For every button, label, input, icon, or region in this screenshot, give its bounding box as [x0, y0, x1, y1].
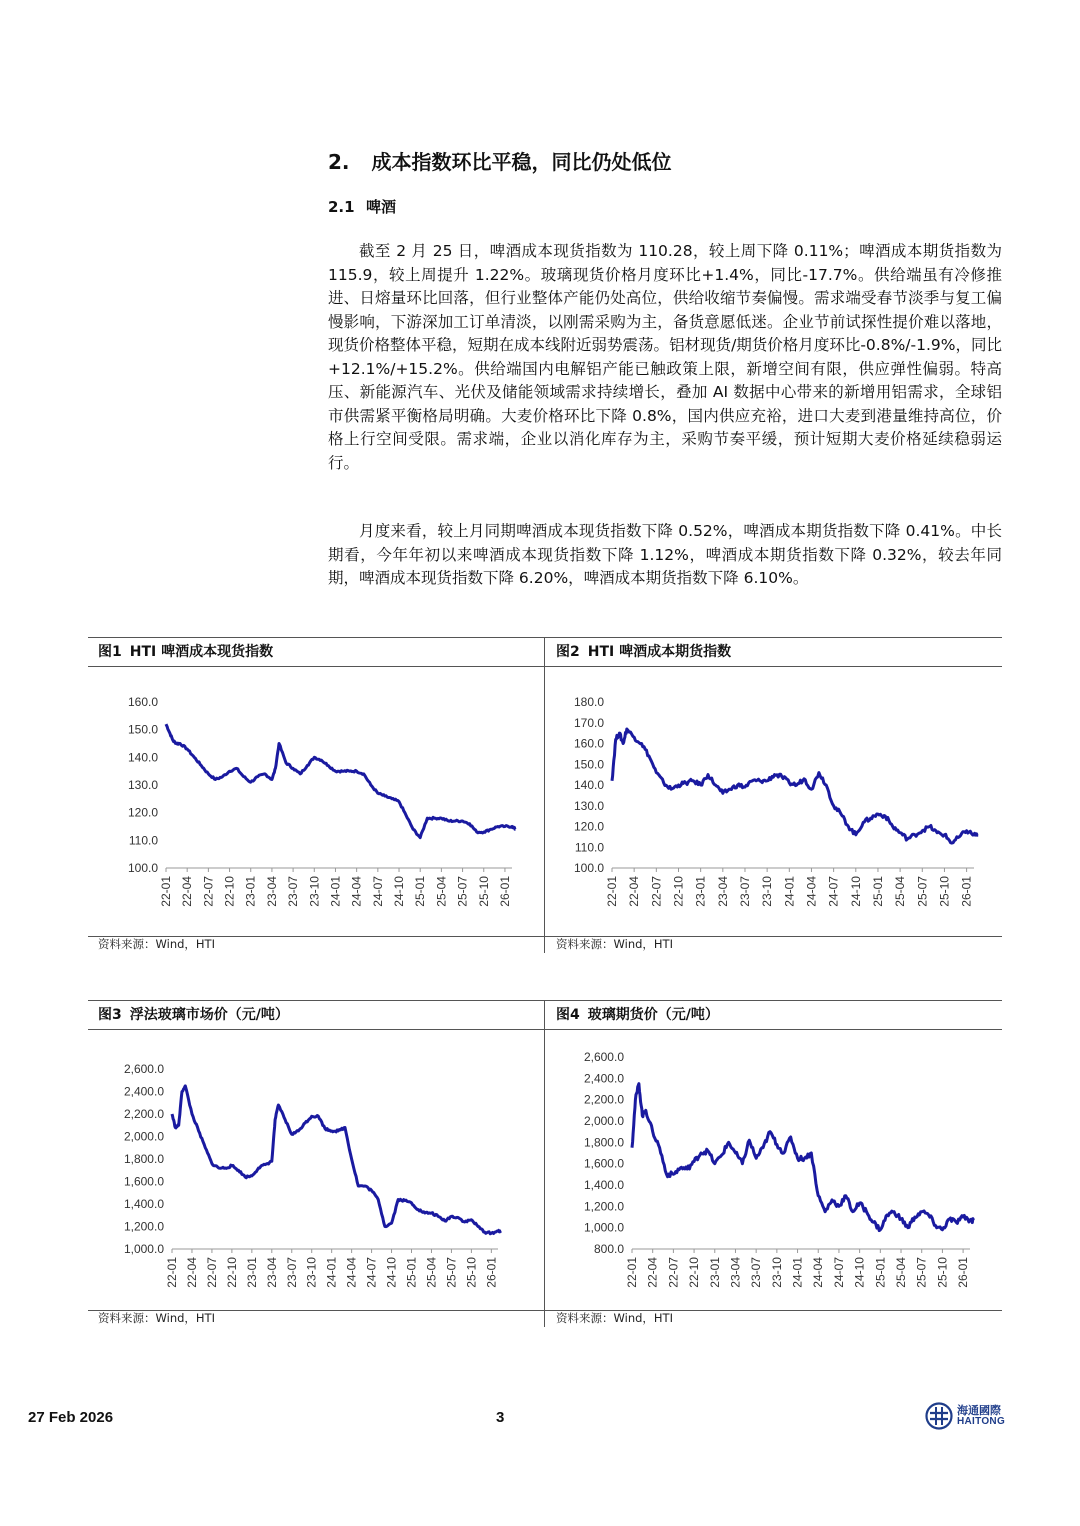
- x-tick-label: 22-07: [666, 1257, 681, 1288]
- x-tick-label: 24-04: [344, 1257, 359, 1288]
- figure-1-title: HTI 啤酒成本现货指数: [129, 644, 274, 660]
- x-tick-label: 23-10: [307, 876, 322, 907]
- y-tick-label: 2,200.0: [583, 1092, 624, 1107]
- section-number: 2.: [328, 150, 350, 174]
- figure-3-label: 图3: [98, 1007, 122, 1023]
- y-tick-label: 1,800.0: [123, 1152, 164, 1166]
- x-tick-label: 26-01: [956, 1257, 971, 1288]
- x-tick-label: 22-07: [649, 876, 664, 907]
- y-tick-label: 2,200.0: [123, 1107, 164, 1121]
- x-tick-label: 25-07: [455, 876, 470, 907]
- x-tick-label: 24-01: [782, 876, 797, 907]
- y-tick-label: 160.0: [127, 695, 158, 709]
- x-tick-label: 23-10: [760, 876, 775, 907]
- y-tick-label: 140.0: [573, 778, 604, 792]
- y-tick-label: 160.0: [573, 736, 604, 751]
- x-tick-label: 23-10: [769, 1257, 784, 1288]
- chart-beer-futures-index: [546, 668, 1002, 936]
- x-tick-label: 25-04: [894, 1257, 909, 1288]
- figure-4-title: 玻璃期货价（元/吨）: [587, 1007, 719, 1023]
- section-title: [328, 146, 672, 175]
- y-tick-label: 800.0: [593, 1242, 624, 1256]
- y-tick-label: 130.0: [127, 778, 158, 792]
- y-tick-label: 1,400.0: [583, 1178, 624, 1192]
- figure-4-source: 资料来源：Wind，HTI: [556, 1311, 673, 1325]
- x-tick-label: 24-01: [328, 876, 343, 907]
- x-tick-label: 23-01: [243, 876, 258, 907]
- y-tick-label: 2,000.0: [123, 1129, 164, 1144]
- page-number: 3: [496, 1409, 505, 1426]
- y-tick-label: 110.0: [128, 833, 158, 848]
- y-tick-label: 1,200.0: [583, 1199, 624, 1214]
- haitong-logo-icon: [925, 1402, 953, 1430]
- chart-float-glass-price: [88, 1031, 544, 1310]
- body-paragraph: 截至 2 月 25 日，啤酒成本现货指数为 110.28，较上周下降 0.11%；啤酒成本期货指数为 115.9，较上周提升 1.22%。玻璃现货价格月度环比+1.4%，同比-17.7%。供给端虽有冷修推进、日熔量环比回落，但行业整体产能仍处高位，供给收缩节奏偏慢。需求端受春节淡季与复工偏慢影响，下游深加工订单清淡，以刚需采购为主，备货意愿低迷。企业节前试探性提价难以落地，现货价格整体平稳，短期在成本线附近弱势震荡。铝材现货/期货价格月度环比-0.8%/-1.9%，同比+12.1%/+15.2%。供给端国内电解铝产能已触政策上限，新增空间有限，供应弹性偏弱。特高压、新能源汽车、光伏及储能领域需求持续增长，叠加 AI 数据中心带来的新增用铝需求，全球铝市供需紧平衡格局明确。大麦价格环比下降 0.8%，国内供应充裕，进口大麦到港量维持高位，价格上行空间受限。需求端，企业以消化库存为主，采购节奏平缓，预计短期大麦价格延续稳弱运行。: [328, 242, 1002, 472]
- x-tick-label: 25-07: [914, 1257, 929, 1288]
- figure-4-header: [546, 1000, 1002, 1030]
- y-tick-label: 1,600.0: [583, 1156, 624, 1171]
- subsection-number: 2.1: [328, 198, 355, 216]
- x-tick-label: 22-04: [645, 1257, 660, 1288]
- x-tick-label: 24-10: [392, 876, 407, 907]
- x-tick-label: 25-10: [476, 876, 491, 907]
- y-tick-label: 140.0: [127, 750, 158, 765]
- x-tick-label: 25-01: [404, 1257, 419, 1288]
- x-tick-label: 23-07: [286, 876, 301, 907]
- x-tick-label: 22-01: [165, 1257, 179, 1288]
- x-tick-label: 22-10: [222, 876, 237, 907]
- y-tick-label: 1,600.0: [123, 1174, 164, 1189]
- y-tick-label: 170.0: [573, 715, 604, 730]
- logo-text-en: HAITONG: [957, 1416, 1006, 1427]
- chart-beer-spot-index: [88, 668, 544, 936]
- y-tick-label: 150.0: [127, 722, 158, 737]
- x-tick-label: 25-01: [873, 1257, 888, 1288]
- x-tick-label: 26-01: [484, 1257, 499, 1288]
- figure-row-1-divider: [544, 637, 545, 953]
- x-tick-label: 24-01: [324, 1257, 339, 1288]
- y-tick-label: 2,400.0: [583, 1071, 624, 1086]
- figure-3-title: 浮法玻璃市场价（元/吨）: [129, 1007, 289, 1023]
- x-tick-label: 23-01: [693, 876, 708, 907]
- x-tick-label: 25-10: [937, 876, 952, 907]
- figure-2-header: [546, 637, 1002, 667]
- x-tick-label: 23-01: [707, 1257, 722, 1288]
- x-tick-label: 23-04: [715, 876, 730, 907]
- x-tick-label: 23-07: [284, 1257, 299, 1288]
- x-tick-label: 24-04: [811, 1257, 826, 1288]
- x-tick-label: 24-04: [349, 876, 364, 907]
- x-tick-label: 22-10: [687, 1257, 702, 1288]
- body-paragraph: 月度来看，较上月同期啤酒成本现货指数下降 0.52%，啤酒成本期货指数下降 0.41%。中长期看，今年年初以来啤酒成本现货指数下降 1.12%，啤酒成本期货指数下降 0.32%，较去年同期，啤酒成本现货指数下降 6.20%，啤酒成本期货指数下降 6.10%。: [328, 522, 1002, 587]
- y-tick-label: 130.0: [573, 798, 604, 813]
- y-tick-label: 100.0: [573, 861, 604, 875]
- y-tick-label: 1,200.0: [123, 1219, 164, 1234]
- x-tick-label: 25-10: [464, 1257, 479, 1288]
- x-tick-label: 22-10: [671, 876, 686, 907]
- haitong-logo: [925, 1401, 1015, 1431]
- y-tick-label: 1,000.0: [583, 1220, 624, 1235]
- figure-3-header: [88, 1000, 544, 1030]
- y-tick-label: 2,600.0: [583, 1050, 624, 1064]
- series-line: [612, 729, 978, 843]
- x-tick-label: 25-01: [870, 876, 885, 907]
- y-tick-label: 150.0: [573, 757, 604, 772]
- figure-2-source: 资料来源：Wind，HTI: [556, 937, 673, 951]
- x-tick-label: 23-07: [737, 876, 752, 907]
- x-tick-label: 25-10: [935, 1257, 950, 1288]
- x-tick-label: 22-07: [201, 876, 216, 907]
- x-tick-label: 23-04: [728, 1257, 743, 1288]
- figure-2-title: HTI 啤酒成本期货指数: [587, 644, 732, 660]
- y-tick-label: 1,400.0: [123, 1197, 164, 1211]
- y-tick-label: 1,000.0: [123, 1242, 164, 1256]
- x-tick-label: 25-07: [915, 876, 930, 907]
- subsection-title: [328, 196, 396, 217]
- figure-1-header: [88, 637, 544, 667]
- x-tick-label: 24-07: [826, 876, 841, 907]
- figure-3-source: 资料来源：Wind，HTI: [98, 1311, 215, 1325]
- x-tick-label: 22-01: [159, 876, 173, 907]
- y-tick-label: 2,000.0: [583, 1114, 624, 1128]
- x-tick-label: 24-01: [790, 1257, 805, 1288]
- series-line: [632, 1084, 973, 1231]
- footer-date: 27 Feb 2026: [28, 1409, 114, 1426]
- y-tick-label: 2,600.0: [123, 1062, 164, 1076]
- x-tick-label: 25-01: [413, 876, 428, 907]
- x-tick-label: 25-04: [424, 1257, 439, 1288]
- y-tick-label: 100.0: [127, 861, 158, 875]
- logo-text-cn: 海通國際: [957, 1404, 1001, 1417]
- figure-row-2-divider: [544, 1000, 545, 1327]
- y-tick-label: 110.0: [574, 840, 604, 855]
- series-line: [166, 724, 516, 838]
- y-tick-label: 120.0: [127, 805, 158, 820]
- x-tick-label: 24-10: [848, 876, 863, 907]
- x-tick-label: 22-10: [224, 1257, 239, 1288]
- figure-4-label: 图4: [556, 1007, 580, 1023]
- x-tick-label: 25-07: [444, 1257, 459, 1288]
- x-tick-label: 23-01: [244, 1257, 259, 1288]
- section-title-text: 成本指数环比平稳，同比仍处低位: [371, 150, 672, 174]
- y-tick-label: 120.0: [573, 819, 604, 834]
- figure-1-label: 图1: [98, 644, 122, 660]
- chart-glass-futures-price: [546, 1031, 1002, 1310]
- y-tick-label: 1,800.0: [583, 1135, 624, 1150]
- x-tick-label: 22-04: [627, 876, 642, 907]
- x-tick-label: 24-07: [831, 1257, 846, 1288]
- figure-2-label: 图2: [556, 644, 580, 660]
- x-tick-label: 24-07: [370, 876, 385, 907]
- x-tick-label: 23-04: [264, 876, 279, 907]
- series-line: [172, 1086, 501, 1234]
- x-tick-label: 25-04: [434, 876, 449, 907]
- x-tick-label: 24-10: [852, 1257, 867, 1288]
- x-tick-label: 24-10: [384, 1257, 399, 1288]
- x-tick-label: 26-01: [497, 876, 512, 907]
- x-tick-label: 22-04: [180, 876, 195, 907]
- x-tick-label: 23-07: [749, 1257, 764, 1288]
- x-tick-label: 22-01: [625, 1257, 639, 1288]
- x-tick-label: 22-01: [605, 876, 619, 907]
- y-tick-label: 2,400.0: [123, 1084, 164, 1099]
- x-tick-label: 22-07: [204, 1257, 219, 1288]
- x-tick-label: 22-04: [184, 1257, 199, 1288]
- figure-1-source: 资料来源：Wind，HTI: [98, 937, 215, 951]
- x-tick-label: 24-04: [804, 876, 819, 907]
- x-tick-label: 23-04: [264, 1257, 279, 1288]
- x-tick-label: 26-01: [959, 876, 974, 907]
- y-tick-label: 180.0: [573, 695, 604, 709]
- x-tick-label: 23-10: [304, 1257, 319, 1288]
- x-tick-label: 24-07: [364, 1257, 379, 1288]
- subsection-title-text: 啤酒: [366, 198, 397, 216]
- x-tick-label: 25-04: [893, 876, 908, 907]
